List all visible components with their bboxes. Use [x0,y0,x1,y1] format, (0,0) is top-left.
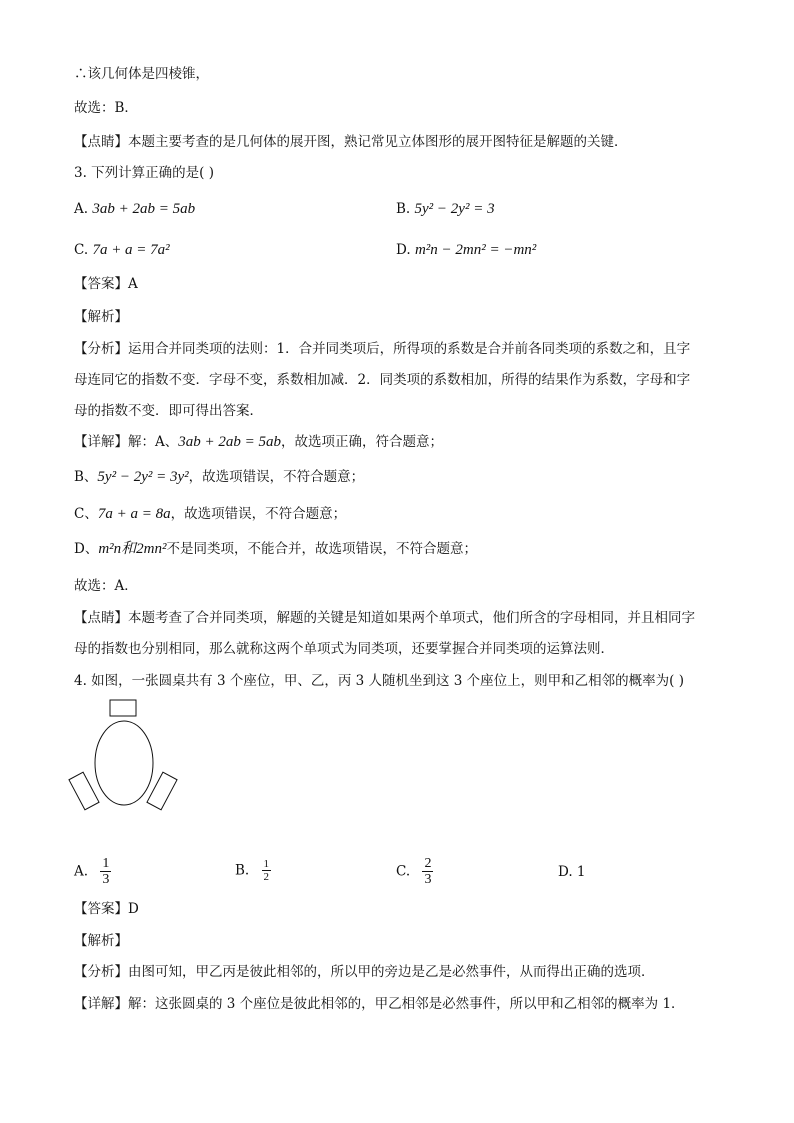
text-span: ，故选项错误，不符合题意； [188,469,365,485]
math-expression: 7a + a = 8a [97,506,171,522]
denominator: 2 [263,871,270,883]
text-line: 【详解】解：这张圆桌的 3 个座位是彼此相邻的，甲乙相邻是必然事件，所以甲和乙相邻的概率为 1． [74,996,685,1012]
math-expression: m²n − 2mn² = −mn² [414,242,537,258]
text-span: 不是同类项，不能合并，故选项错误，不符合题意； [166,541,477,557]
text-line: 母的指数也分别相同，那么就称这两个单项式为同类项，还要掌握合并同类项的运算法则． [74,641,614,657]
q3-option-c [74,240,170,260]
math-expression: m²n和2mn² [98,541,167,557]
option-label: C. [74,242,93,258]
text-line: 【分析】由图可知，甲乙丙是彼此相邻的，所以甲的旁边是乙是必然事件，从而得出正确的选项． [74,964,655,980]
denominator: 3 [102,872,110,887]
numerator: 1 [102,856,110,871]
math-expression: 3ab + 2ab = 5ab [178,434,281,450]
table-ellipse [95,721,153,805]
text-span: 【详解】解：A、 [74,434,179,450]
seat-left [69,772,99,810]
math-expression: 7a + a = 7a² [92,242,170,258]
option-label: B. [396,201,415,217]
text-span: ，故选项错误，不符合题意； [170,506,347,522]
fraction [100,856,111,887]
text-line: ∴该几何体是四棱锥， [74,66,209,82]
text-span: ，故选项正确，符合题意； [281,434,443,450]
text-line: 【点睛】本题主要考查的是几何体的展开图，熟记常见立体图形的展开图特征是解题的关键． [74,134,628,150]
option-label: B. [235,862,250,879]
answer-label: 【答案】D [74,901,139,917]
math-expression: 5y² − 2y² = 3y² [97,469,189,485]
q3-option-a [74,199,195,219]
q4-option-a [74,856,111,887]
q4-option-b [235,858,271,883]
answer-label: 【答案】A [74,276,138,292]
q3-option-d [396,240,536,260]
math-expression: 3ab + 2ab = 5ab [92,201,196,217]
option-label: A. [74,201,93,217]
question-3-stem: 3. 下列计算正确的是( ) [74,165,214,181]
text-line: 故选：B． [74,100,138,116]
text-line: 【分析】运用合并同类项的法则：1．合并同类项后，所得项的系数是合并前各同类项的系数之和，且字 [74,341,691,357]
numerator: 1 [263,858,270,870]
round-table-figure [68,696,188,821]
math-expression: 5y² − 2y² = 3 [414,201,495,217]
numerator: 2 [424,856,432,871]
text-line: 故选：A． [74,578,138,594]
fraction [262,858,272,883]
text-line: 【点睛】本题考查了合并同类项，解题的关键是知道如果两个单项式，他们所含的字母相同，并且相同字 [74,610,695,626]
option-label: D. [396,242,415,258]
detail-line-c [74,504,346,524]
analysis-heading: 【解析】 [74,933,128,949]
seat-top [110,700,136,716]
text-span: C、 [74,506,98,522]
option-label: C. [396,863,411,880]
analysis-heading: 【解析】 [74,309,128,325]
text-line: 母连同它的指数不变．字母不变，系数相加减．2．同类项的系数相加，所得的结果作为系数，字母和字 [74,372,691,388]
text-span: D、 [74,541,99,557]
detail-line-a [74,432,443,452]
q3-option-b [396,199,495,219]
detail-line-d [74,539,477,559]
q4-option-c [396,856,433,887]
q4-option-d: D. 1 [558,864,586,880]
detail-line-b [74,467,364,487]
denominator: 3 [424,872,432,887]
fraction [422,856,433,887]
option-label: A. [74,863,89,880]
question-4-stem: 4. 如图，一张圆桌共有 3 个座位，甲、乙，丙 3 人随机坐到这 3 个座位上，则甲和乙相邻的概率为( ) [74,673,685,689]
text-span: B、 [74,469,98,485]
text-line: 母的指数不变．即可得出答案． [74,403,263,419]
